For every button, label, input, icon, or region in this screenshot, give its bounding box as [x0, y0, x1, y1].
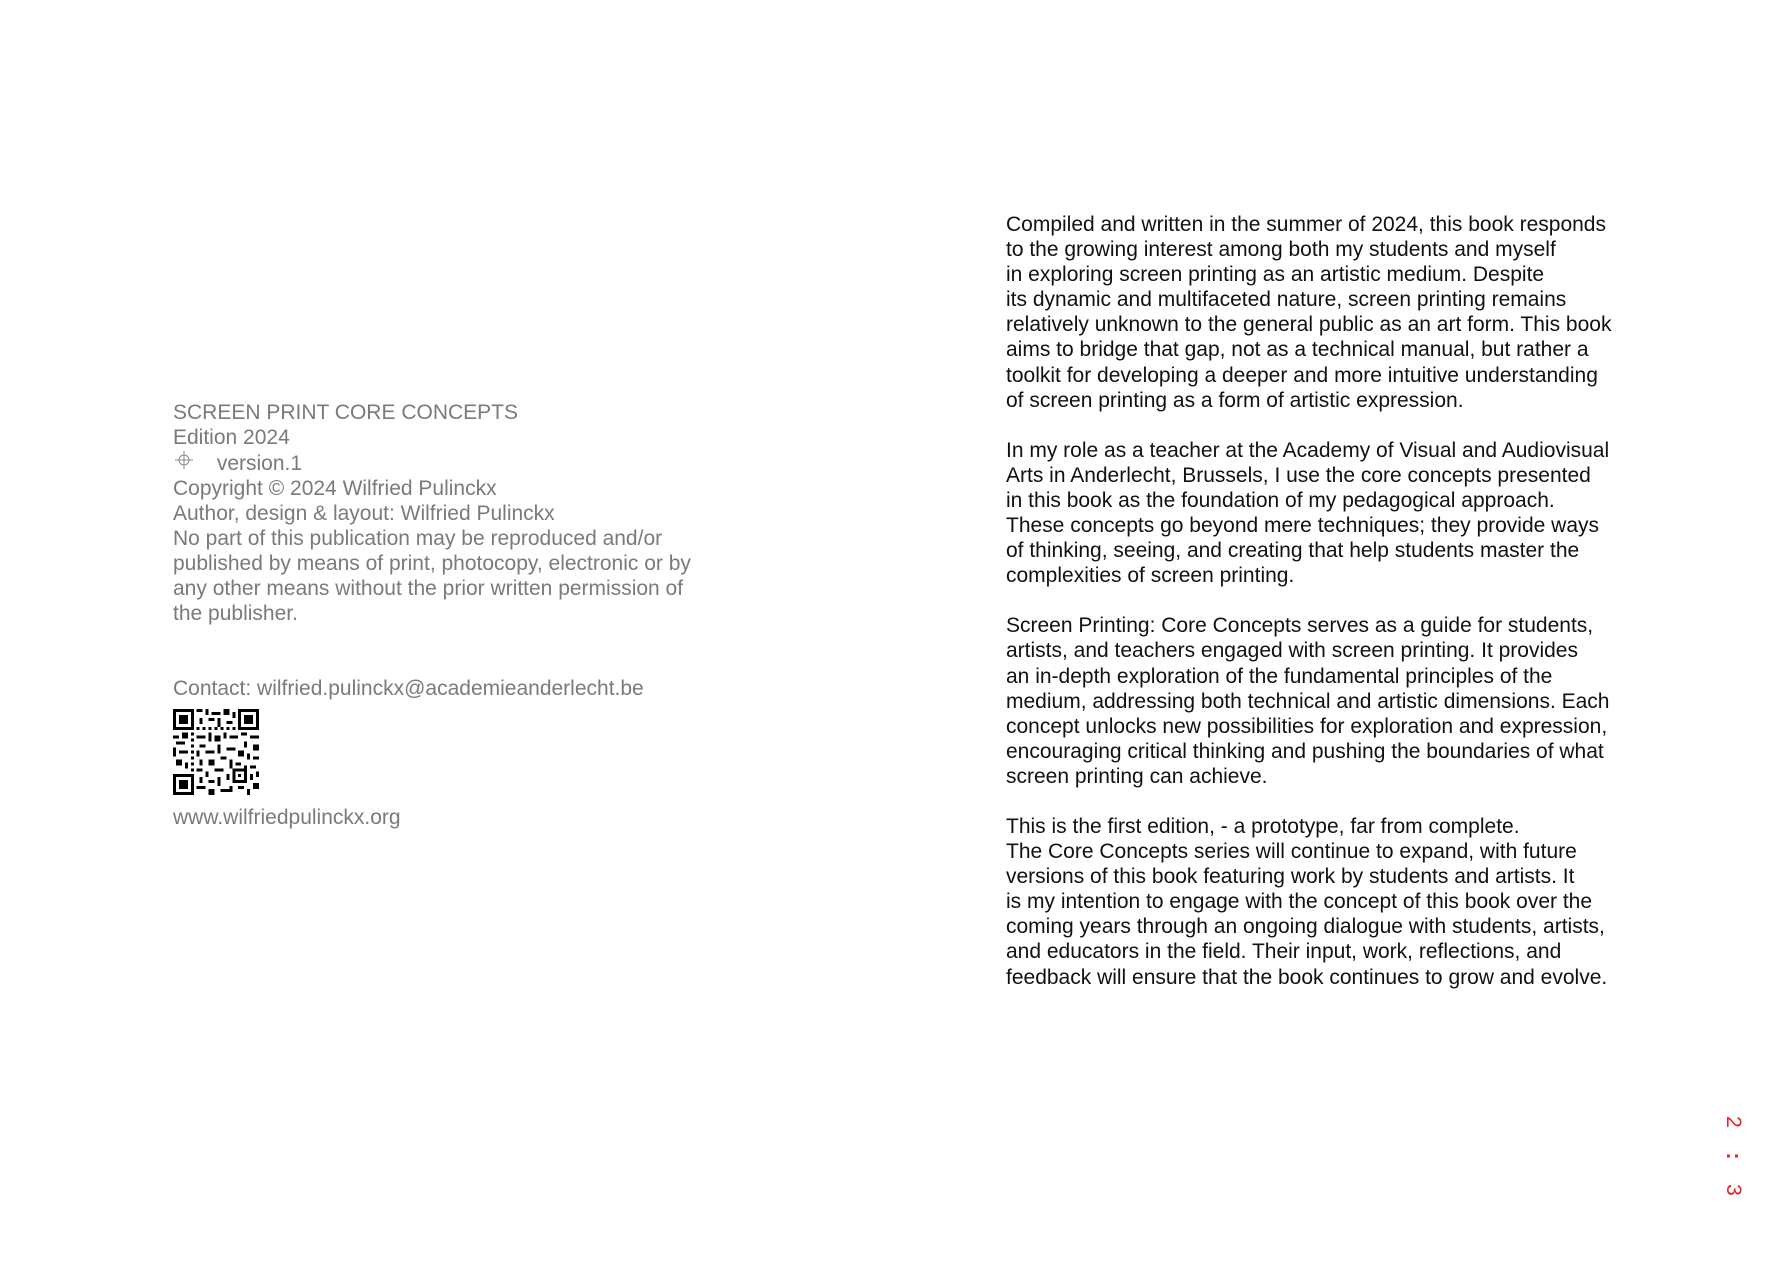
- intro-paragraph-3: Screen Printing: Core Concepts serves as a guide for students, artists, and teachers engaged with screen printing. It provides an in-depth exploration of the fundamental principles of the medium, addressing both technical and artistic dimensions. Each concept unlocks new possibilities for exploration and expression, encouraging critical thinking and pushing the boundaries of what screen printing can achieve.: [1006, 614, 1610, 788]
- page-number-separator: :: [1722, 1152, 1745, 1160]
- colophon: [173, 400, 733, 830]
- version-row: [173, 450, 733, 476]
- contact-email[interactable]: Contact: wilfried.pulinckx@academieanderlecht.be: [173, 677, 644, 700]
- qr-code-icon[interactable]: [173, 709, 259, 795]
- crosshair-icon: [173, 450, 195, 470]
- book-title: SCREEN PRINT CORE CONCEPTS: [173, 401, 518, 424]
- intro-paragraph-2: In my role as a teacher at the Academy of Visual and Audiovisual Arts in Anderlecht, Brussels, I use the core concepts presented in this book as the foundation of my pedagogical approach. These concepts go beyond mere techniques; they provide ways of thinking, seeing, and creating that help students master the complexities of screen printing.: [1006, 438, 1610, 588]
- page-number-left: 2: [1722, 1116, 1745, 1128]
- introduction: [1006, 212, 1686, 1015]
- page-number-right: 3: [1722, 1184, 1745, 1196]
- version-label: version.1: [216, 452, 303, 475]
- rights-notice: No part of this publication may be reproduced and/or published by means of print, photocopy, electronic or by any other means without the prior written permission of the publisher.: [173, 527, 691, 625]
- copyright-notice: Copyright © 2024 Wilfried Pulinckx: [173, 477, 497, 500]
- edition-label: Edition 2024: [173, 426, 290, 449]
- intro-paragraph-4: This is the first edition, - a prototype, far from complete. The Core Concepts series will continue to expand, with future versions of this book featuring work by students and artists. It is my intention to engage with the concept of this book over the coming years through an ongoing dialogue with students, artists, and educators in the field. Their input, work, reflections, and feedback will ensure that the book continues to grow and evolve.: [1006, 814, 1608, 989]
- intro-paragraph-1: Compiled and written in the summer of 2024, this book responds to the growing interest among both my students and myself in exploring screen printing as an artistic medium. Despite its dynamic and multifaceted nature, screen printing remains relatively unknown to the general public as an art form. This book aims to bridge that gap, not as a technical manual, but rather a toolkit for developing a deeper and more intuitive understanding of screen printing as a form of artistic expression.: [1006, 213, 1612, 412]
- website-link[interactable]: www.wilfriedpulinckx.org: [173, 806, 401, 829]
- author-credit: Author, design & layout: Wilfried Pulinckx: [173, 502, 555, 525]
- page-numbers: [1718, 1110, 1748, 1210]
